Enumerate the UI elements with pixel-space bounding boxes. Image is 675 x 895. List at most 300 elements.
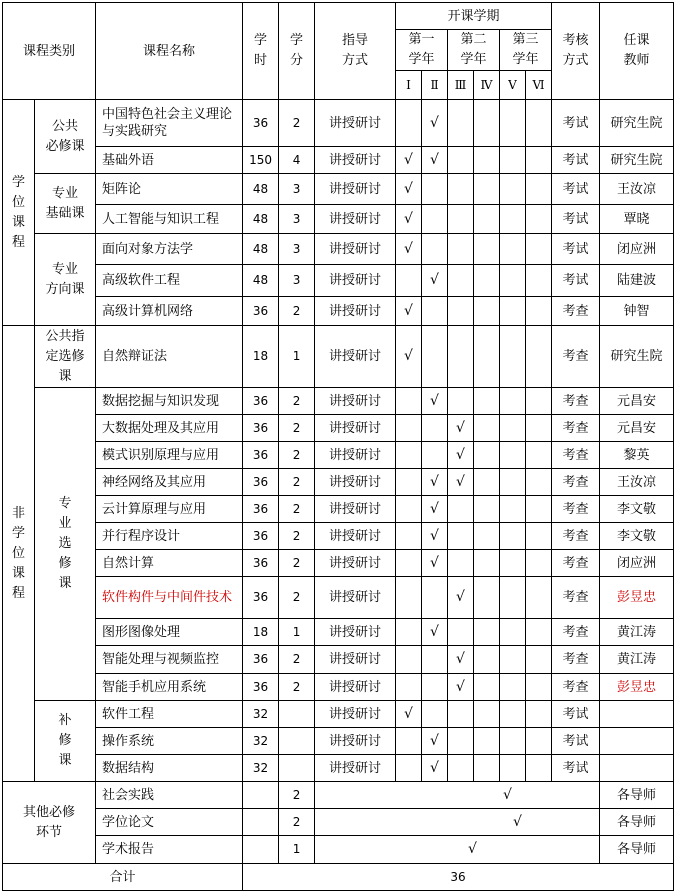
- course-name: 模式识别原理与应用: [96, 442, 243, 469]
- semester-cell-6: [526, 619, 552, 646]
- semester-cell-5: [500, 415, 526, 442]
- check-mark: √: [404, 348, 413, 364]
- course-name: 软件构件与中间件技术: [96, 577, 243, 619]
- semester-cell-6: [526, 469, 552, 496]
- course-method: 讲授研讨: [315, 326, 396, 388]
- semester-cell-1: [396, 388, 422, 415]
- semester-cell-6: [526, 755, 552, 782]
- semester-cell-4: [474, 147, 500, 174]
- course-credits: 1: [279, 326, 315, 388]
- other-hours: [243, 782, 279, 809]
- table-row: [3, 755, 674, 782]
- course-hours: 36: [243, 523, 279, 550]
- semester-cell-5: [500, 674, 526, 701]
- semester-cell-2: [422, 550, 448, 577]
- check-mark: √: [456, 651, 465, 667]
- semester-cell-4: [474, 469, 500, 496]
- table-row: [3, 550, 674, 577]
- course-exam: 考试: [552, 701, 600, 728]
- semester-cell-4: [474, 496, 500, 523]
- semester-cell-5: [500, 297, 526, 326]
- course-name: 智能处理与视频监控: [96, 646, 243, 674]
- course-teacher: 李文敬: [600, 496, 674, 523]
- course-name: 操作系统: [96, 728, 243, 755]
- other-name: 学位论文: [96, 809, 243, 836]
- course-credits: 3: [279, 234, 315, 265]
- course-hours: 32: [243, 755, 279, 782]
- course-credits: [279, 755, 315, 782]
- header-year2: 第二 学年: [448, 30, 500, 71]
- course-exam: 考试: [552, 728, 600, 755]
- course-credits: 3: [279, 174, 315, 205]
- header-semester: 开课学期: [396, 3, 552, 30]
- semester-cell-1: [396, 728, 422, 755]
- course-method: 讲授研讨: [315, 523, 396, 550]
- semester-cell-4: [474, 619, 500, 646]
- course-credits: 2: [279, 442, 315, 469]
- semester-cell-1: [396, 646, 422, 674]
- semester-cell-2: [422, 469, 448, 496]
- semester-cell-6: [526, 265, 552, 297]
- semester-cell-3: [448, 674, 474, 701]
- course-credits: 1: [279, 619, 315, 646]
- table-row: [3, 174, 674, 205]
- course-credits: [279, 728, 315, 755]
- course-teacher: 彭昱忠: [600, 674, 674, 701]
- semester-cell-2: [422, 523, 448, 550]
- semester-cell-4: [474, 442, 500, 469]
- course-method: 讲授研讨: [315, 496, 396, 523]
- course-credits: 2: [279, 550, 315, 577]
- semester-cell-3: [448, 469, 474, 496]
- semester-cell-1: [396, 755, 422, 782]
- semester-cell-1: [396, 442, 422, 469]
- semester-cell-2: [422, 619, 448, 646]
- other-teacher: 各导师: [600, 836, 674, 864]
- semester-cell-1: [396, 205, 422, 234]
- course-teacher: [600, 701, 674, 728]
- semester-cell-3: [448, 728, 474, 755]
- course-method: 讲授研讨: [315, 619, 396, 646]
- semester-cell-6: [526, 100, 552, 147]
- semester-cell-4: [474, 415, 500, 442]
- course-name: 云计算原理与应用: [96, 496, 243, 523]
- check-mark: √: [430, 500, 439, 517]
- semester-cell-1: [396, 265, 422, 297]
- semester-cell-2: [422, 755, 448, 782]
- semester-cell-2: [422, 326, 448, 388]
- semester-cell-2: [422, 674, 448, 701]
- semester-cell-1: [396, 174, 422, 205]
- course-exam: 考试: [552, 100, 600, 147]
- check-mark: √: [513, 813, 522, 830]
- subgroup-major_elective: 专 业 选 修 课: [35, 388, 96, 701]
- check-mark: √: [456, 446, 465, 463]
- semester-cell-3: [448, 755, 474, 782]
- semester-cell-4: [474, 174, 500, 205]
- course-hours: 48: [243, 174, 279, 205]
- course-teacher: 王汝凉: [600, 174, 674, 205]
- semester-cell-3: [448, 234, 474, 265]
- course-hours: 32: [243, 728, 279, 755]
- course-credits: 2: [279, 577, 315, 619]
- table-row: [3, 469, 674, 496]
- course-name: 图形图像处理: [96, 619, 243, 646]
- semester-cell-6: [526, 550, 552, 577]
- course-exam: 考试: [552, 147, 600, 174]
- table-row: [3, 646, 674, 674]
- semester-cell-2: [422, 496, 448, 523]
- table-row: [3, 415, 674, 442]
- semester-cell-2: [422, 577, 448, 619]
- course-credits: 3: [279, 205, 315, 234]
- semester-cell-6: [526, 234, 552, 265]
- semester-cell-1: [396, 234, 422, 265]
- course-teacher: 研究生院: [600, 100, 674, 147]
- semester-cell-4: [474, 388, 500, 415]
- semester-cell-5: [500, 755, 526, 782]
- course-teacher: 覃晓: [600, 205, 674, 234]
- header-credits: 学 分: [279, 3, 315, 100]
- semester-cell-6: [526, 523, 552, 550]
- course-name: 自然辩证法: [96, 326, 243, 388]
- course-method: 讲授研讨: [315, 265, 396, 297]
- course-credits: 2: [279, 646, 315, 674]
- semester-cell-2: [422, 234, 448, 265]
- semester-cell-4: [474, 755, 500, 782]
- course-method: 讲授研讨: [315, 577, 396, 619]
- check-mark: √: [430, 623, 439, 640]
- course-name: 神经网络及其应用: [96, 469, 243, 496]
- header-sem-6: Ⅵ: [526, 71, 552, 100]
- course-teacher: 研究生院: [600, 326, 674, 388]
- other-semester-span: [315, 782, 600, 809]
- semester-cell-1: [396, 326, 422, 388]
- semester-cell-3: [448, 496, 474, 523]
- subgroup-public_elective: 公共指 定选修 课: [35, 326, 96, 388]
- check-mark: √: [456, 678, 465, 695]
- semester-cell-5: [500, 326, 526, 388]
- semester-cell-5: [500, 388, 526, 415]
- semester-cell-5: [500, 205, 526, 234]
- semester-cell-6: [526, 701, 552, 728]
- semester-cell-5: [500, 701, 526, 728]
- table-row: [3, 728, 674, 755]
- course-credits: 2: [279, 415, 315, 442]
- course-name: 高级软件工程: [96, 265, 243, 297]
- semester-cell-6: [526, 415, 552, 442]
- header-exam: 考核 方式: [552, 3, 600, 100]
- semester-cell-2: [422, 265, 448, 297]
- check-mark: √: [404, 302, 413, 319]
- course-hours: 48: [243, 234, 279, 265]
- table-row: [3, 205, 674, 234]
- check-mark: √: [430, 732, 439, 749]
- semester-cell-4: [474, 265, 500, 297]
- semester-cell-3: [448, 388, 474, 415]
- table-row: [3, 234, 674, 265]
- semester-cell-3: [448, 147, 474, 174]
- semester-cell-1: [396, 550, 422, 577]
- semester-cell-5: [500, 550, 526, 577]
- check-mark: √: [456, 589, 465, 605]
- course-method: 讲授研讨: [315, 174, 396, 205]
- header-course-name: 课程名称: [96, 3, 243, 100]
- course-method: 讲授研讨: [315, 415, 396, 442]
- course-hours: 48: [243, 205, 279, 234]
- total-value: 36: [243, 864, 674, 891]
- check-mark: √: [456, 473, 465, 490]
- other-hours: [243, 836, 279, 864]
- other-row: [3, 836, 674, 864]
- semester-cell-2: [422, 100, 448, 147]
- course-teacher: 钟智: [600, 297, 674, 326]
- group-degree: 学 位 课 程: [3, 100, 35, 326]
- course-credits: 3: [279, 265, 315, 297]
- course-exam: 考查: [552, 646, 600, 674]
- semester-cell-4: [474, 234, 500, 265]
- course-hours: 18: [243, 326, 279, 388]
- semester-cell-4: [474, 297, 500, 326]
- course-teacher: 研究生院: [600, 147, 674, 174]
- course-exam: 考试: [552, 265, 600, 297]
- check-mark: √: [404, 180, 413, 197]
- semester-cell-2: [422, 205, 448, 234]
- semester-cell-2: [422, 728, 448, 755]
- semester-cell-6: [526, 174, 552, 205]
- semester-cell-6: [526, 205, 552, 234]
- header-teacher: 任课 教师: [600, 3, 674, 100]
- course-method: 讲授研讨: [315, 646, 396, 674]
- semester-cell-4: [474, 728, 500, 755]
- semester-cell-5: [500, 728, 526, 755]
- check-mark: √: [430, 114, 439, 131]
- semester-cell-6: [526, 577, 552, 619]
- semester-cell-3: [448, 619, 474, 646]
- check-mark: √: [430, 554, 439, 571]
- check-mark: √: [503, 786, 512, 803]
- check-mark: √: [404, 240, 413, 257]
- semester-cell-6: [526, 442, 552, 469]
- semester-cell-5: [500, 265, 526, 297]
- semester-cell-1: [396, 523, 422, 550]
- course-credits: 2: [279, 496, 315, 523]
- course-hours: 36: [243, 674, 279, 701]
- check-mark: √: [456, 419, 465, 436]
- course-teacher: [600, 755, 674, 782]
- course-hours: 48: [243, 265, 279, 297]
- semester-cell-1: [396, 100, 422, 147]
- semester-cell-5: [500, 100, 526, 147]
- subgroup-supplementary: 补 修 课: [35, 701, 96, 782]
- course-method: 讲授研讨: [315, 147, 396, 174]
- semester-cell-2: [422, 147, 448, 174]
- course-method: 讲授研讨: [315, 234, 396, 265]
- semester-cell-3: [448, 205, 474, 234]
- semester-cell-1: [396, 496, 422, 523]
- course-teacher: 闭应洲: [600, 234, 674, 265]
- check-mark: √: [404, 705, 413, 722]
- course-exam: 考查: [552, 619, 600, 646]
- table-row: [3, 619, 674, 646]
- other-row: [3, 809, 674, 836]
- semester-cell-4: [474, 674, 500, 701]
- semester-cell-2: [422, 297, 448, 326]
- table-row: [3, 442, 674, 469]
- table-row: [3, 577, 674, 619]
- course-hours: 150: [243, 147, 279, 174]
- course-credits: 2: [279, 674, 315, 701]
- course-exam: 考查: [552, 674, 600, 701]
- other-credits: 2: [279, 782, 315, 809]
- semester-cell-5: [500, 174, 526, 205]
- course-exam: 考查: [552, 326, 600, 388]
- semester-cell-1: [396, 577, 422, 619]
- semester-cell-1: [396, 469, 422, 496]
- semester-cell-3: [448, 326, 474, 388]
- check-mark: √: [430, 392, 439, 409]
- course-name: 高级计算机网络: [96, 297, 243, 326]
- header-hours: 学 时: [243, 3, 279, 100]
- header-sem-3: Ⅲ: [448, 71, 474, 100]
- semester-cell-5: [500, 442, 526, 469]
- semester-cell-1: [396, 297, 422, 326]
- course-teacher: 黄江涛: [600, 646, 674, 674]
- course-name: 面向对象方法学: [96, 234, 243, 265]
- semester-cell-3: [448, 577, 474, 619]
- course-credits: 2: [279, 100, 315, 147]
- check-mark: √: [430, 473, 439, 490]
- course-hours: 36: [243, 577, 279, 619]
- semester-cell-5: [500, 496, 526, 523]
- course-name: 并行程序设计: [96, 523, 243, 550]
- semester-cell-2: [422, 415, 448, 442]
- header-sem-4: Ⅳ: [474, 71, 500, 100]
- other-name: 学术报告: [96, 836, 243, 864]
- subgroup-public_required: 公共 必修课: [35, 100, 96, 174]
- course-teacher: [600, 728, 674, 755]
- course-teacher: 黎英: [600, 442, 674, 469]
- course-method: 讲授研讨: [315, 442, 396, 469]
- total-row: [3, 864, 674, 891]
- semester-cell-3: [448, 442, 474, 469]
- course-hours: 32: [243, 701, 279, 728]
- semester-cell-5: [500, 577, 526, 619]
- course-hours: 36: [243, 469, 279, 496]
- course-method: 讲授研讨: [315, 701, 396, 728]
- course-hours: 36: [243, 496, 279, 523]
- other-credits: 2: [279, 809, 315, 836]
- semester-cell-1: [396, 674, 422, 701]
- semester-cell-1: [396, 619, 422, 646]
- semester-cell-4: [474, 646, 500, 674]
- group-nondegree: 非 学 位 课 程: [3, 326, 35, 782]
- other-semester-span: [315, 836, 600, 864]
- subgroup-major_direction: 专业 方向课: [35, 234, 96, 326]
- course-exam: 考查: [552, 388, 600, 415]
- header-sem-1: Ⅰ: [396, 71, 422, 100]
- semester-cell-2: [422, 646, 448, 674]
- header-method: 指导 方式: [315, 3, 396, 100]
- course-method: 讲授研讨: [315, 100, 396, 147]
- other-semester-span: [315, 809, 600, 836]
- course-name: 软件工程: [96, 701, 243, 728]
- semester-cell-6: [526, 674, 552, 701]
- semester-cell-1: [396, 701, 422, 728]
- table-row: [3, 297, 674, 326]
- course-exam: 考试: [552, 174, 600, 205]
- semester-cell-4: [474, 550, 500, 577]
- table-row: [3, 100, 674, 147]
- course-hours: 36: [243, 442, 279, 469]
- course-teacher: 元昌安: [600, 415, 674, 442]
- semester-cell-6: [526, 147, 552, 174]
- semester-cell-2: [422, 174, 448, 205]
- semester-cell-3: [448, 646, 474, 674]
- course-credits: 2: [279, 297, 315, 326]
- course-credits: 2: [279, 523, 315, 550]
- course-name: 自然计算: [96, 550, 243, 577]
- course-hours: 36: [243, 550, 279, 577]
- course-teacher: 闭应洲: [600, 550, 674, 577]
- check-mark: √: [404, 151, 413, 168]
- group-other: 其他必修 环节: [3, 782, 96, 864]
- header-category: 课程类别: [3, 3, 96, 100]
- table-row: [3, 496, 674, 523]
- semester-cell-5: [500, 523, 526, 550]
- other-name: 社会实践: [96, 782, 243, 809]
- course-credits: 2: [279, 469, 315, 496]
- semester-cell-3: [448, 174, 474, 205]
- course-credits: [279, 701, 315, 728]
- semester-cell-4: [474, 701, 500, 728]
- table-row: [3, 265, 674, 297]
- course-method: 讲授研讨: [315, 388, 396, 415]
- course-exam: 考查: [552, 496, 600, 523]
- semester-cell-3: [448, 523, 474, 550]
- course-teacher: 黄江涛: [600, 619, 674, 646]
- semester-cell-4: [474, 100, 500, 147]
- semester-cell-4: [474, 205, 500, 234]
- course-exam: 考试: [552, 205, 600, 234]
- check-mark: √: [430, 151, 439, 168]
- course-exam: 考查: [552, 442, 600, 469]
- semester-cell-5: [500, 234, 526, 265]
- semester-cell-3: [448, 265, 474, 297]
- semester-cell-5: [500, 646, 526, 674]
- course-name: 基础外语: [96, 147, 243, 174]
- course-hours: 36: [243, 388, 279, 415]
- course-hours: 18: [243, 619, 279, 646]
- course-exam: 考查: [552, 469, 600, 496]
- semester-cell-6: [526, 297, 552, 326]
- course-teacher: 王汝凉: [600, 469, 674, 496]
- check-mark: √: [430, 527, 439, 544]
- header-sem-2: Ⅱ: [422, 71, 448, 100]
- course-exam: 考查: [552, 415, 600, 442]
- course-exam: 考试: [552, 234, 600, 265]
- total-label: 合计: [3, 864, 243, 891]
- semester-cell-3: [448, 701, 474, 728]
- course-hours: 36: [243, 646, 279, 674]
- semester-cell-4: [474, 326, 500, 388]
- course-teacher: 彭昱忠: [600, 577, 674, 619]
- course-hours: 36: [243, 297, 279, 326]
- course-method: 讲授研讨: [315, 728, 396, 755]
- course-table: [2, 2, 674, 891]
- semester-cell-3: [448, 550, 474, 577]
- semester-cell-1: [396, 147, 422, 174]
